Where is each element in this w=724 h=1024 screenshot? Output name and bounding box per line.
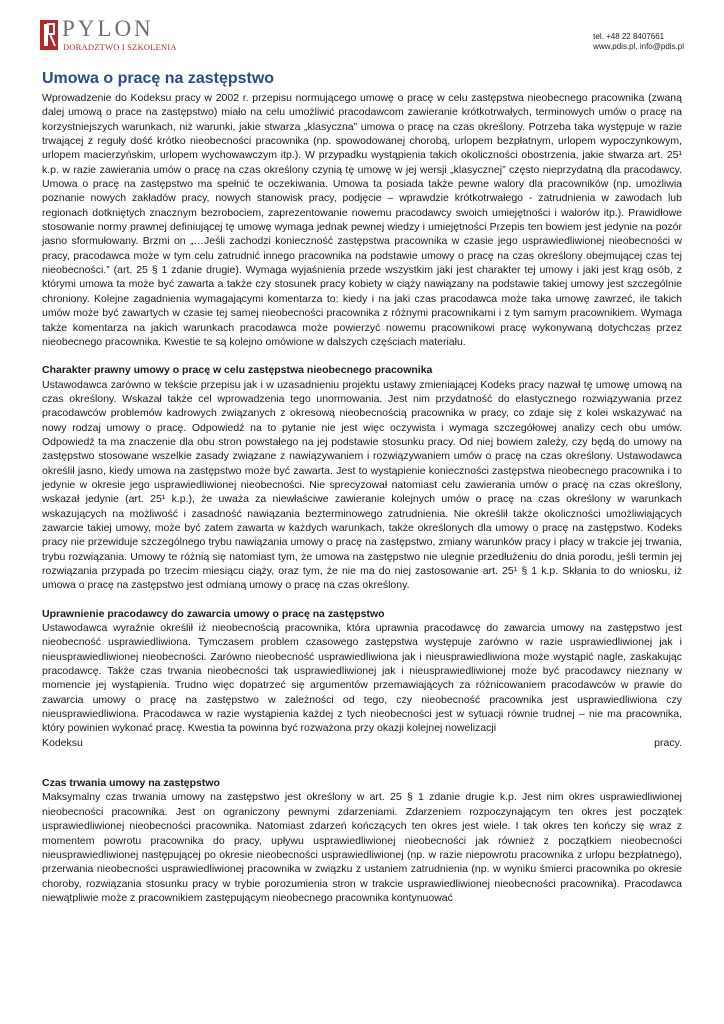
section-body-legal-nature: Ustawodawca zarówno w tekście przepisu jak i w uzasadnieniu projektu ustawy zmieniającej Kodeks pracy nazwał tę umowę umową na czas określony. Wskazał także cel wprowadzenia tego unormowania. Jest nim przydatność do elastycznego rozwiązywania przez pracodawców problemów kadrowych związanych z okresową nieobecnością pracownika w pracy, co zdaje się z kolei wskazywać na nowy rodzaj umowy o pracę. Odpowiedź na to pytanie nie jest więc oczywista i wymaga szczegółowej analizy cech obu umów. Odpowiedź ta ma znaczenie dla obu stron powstałego na jej podstawie stosunku pracy. Od niej bowiem zależy, czy będą do umowy na zastępstwo stosowane wszelkie zasady związane z nawiązywaniem i rozwiązywaniem umów o pracę na czas określony. Ustawodawca określił jasno, kiedy umowa na zastępstwo może być zawarta. Jest to wystąpienie konieczności zastępstwa nieobecnego pracownika i to jedynie w okresie jego usprawiedliwionej nieobecności. Nie sprecyzował natomiast celu zawierania umów o pracę na czas określony, wskazał jedynie (art. 25¹ k.p.), że uważa za niewłaściwe zawieranie kolejnych umów o pracę na czas określony w warunkach wskazujących na możliwość i zasadność nawiązania bezterminowego zatrudnienia. Nie określił także okoliczności umożliwiających zawarcie takiej umowy, może być zatem zawarta w każdych warunkach, także określonych dla umowy o pracę na zastępstwo. Kodeks pracy nie przewiduje szczególnego trybu nawiązania umowy o pracę na zastępstwo, zmiany warunków pracy i płacy w trakcie jej trwania, trybu rozwiązania. Umowy te różnią się natomiast tym, że umowa na zastępstwo nie ulegnie przedłużeniu do dnia porodu, jeśli termin jej rozwiązania przypada po trzecim miesiącu ciąży, oraz tym, że nie ma do niej zastosowanie art. 25¹ § 1 k.p. Skłania to do wniosku, iż umowa o pracę na zastępstwo jest odmianą umowy o pracę na czas określony. [42,378,682,592]
pylon-logo-icon [40,20,58,50]
article-title: Umowa o pracę na zastępstwo [42,70,275,87]
phone-number: tel. +48 22 8407661 [593,32,665,41]
section-body-employer-right: Ustawodawca wyraźnie określił iż nieobecnością pracownika, która uprawnia pracodawcę do zawarcia umowy na zastępstwo jest nieobecność usprawiedliwiona. Tymczasem problem czasowego zastępstwa występuje zarówno w razie usprawiedliwionej jak i nieusprawiedliwionej nieobecności. Zarówno nieobecność usprawiedliwiona jak i nieusprawiedliwiona może wystąpić nagle, zaskakując pracodawcę. Także czas trwania nieobecności tak usprawiedliwionej jak i nieusprawiedliwionej może być pracodawcy nieznany w momencie jej wystąpienia. Trudno więc dopatrzeć się argumentów przemawiających za różnicowaniem pracodawców w prawie do zawarcia umowy o pracę na zastępstwo w zależności od tego, czy nieobecność pracownika jest usprawiedliwiona czy nieusprawiedliwiona. Pracodawca w razie wystąpienia każdej z tych nieobecności jest w sytuacji równie trudnej – nie ma pracownika, który powinien wykonać pracę. Kwestia ta powinna być rozważona przy okazji kolejnej nowelizacji [42,622,682,735]
section-heading-employer-right: Uprawnienie pracodawcy do zawarcia umowy o pracę na zastępstwo [42,607,385,620]
section-last-line [42,736,682,750]
last-line-left: Kodeksu [42,736,83,749]
website-email: www.pdis.pl, info@pdis.pl [593,42,684,51]
logo-name: PYLON [62,16,154,41]
last-line-right: pracy. [654,736,682,749]
logo-subtitle: DORADZTWO I SZKOLENIA [63,42,177,52]
section-body-duration: Maksymalny czas trwania umowy na zastępstwo jest określony w art. 25 § 1 zdanie drugie k.p. Jest nim okres usprawiedliwionej nieobecności pracownika. Jest on ograniczony pewnymi zdarzeniami. Zdarzeniem rozpoczynającym ten okres jest początek usprawiedliwionej nieobecności pracownika. Natomiast zdarzeń kończących ten okres jest wiele. I tak okres ten kończy się wraz z momentem powrotu pracownika do pracy, upływu usprawiedliwionej nieobecności jak również z początkiem nieobecności nieusprawiedliwionej następującej po okresie nieobecności usprawiedliwionej (np. w razie niepowrotu pracownika z urlopu bezpłatnego), przerwania nieobecności usprawiedliwionej pracownika w związku z ustaniem zatrudnienia (np. w wyniku śmierci pracownika po okresie choroby, rozwiązania stosunku pracy w trybie porozumienia stron w trakcie usprawiedliwionej nieobecności pracownika). Pracodawca niewątpliwie może z pracownikiem zastępującym nieobecnego pracownika kontynuować [42,791,682,904]
contact-info [593,32,684,52]
section-heading-duration: Czas trwania umowy na zastępstwo [42,777,220,790]
intro-paragraph: Wprowadzenie do Kodeksu pracy w 2002 r. przepisu normującego umowę o pracę w celu zastępstwa nieobecnego pracownika (zwaną dalej umową o prace na zastępstwo) miało na celu umożliwić pracodawcom zawieranie krótkotrwałych, terminowych umów o pracę na korzystniejszych warunkach, niż warunki, jakie stwarza „klasyczna” umowa o pracę na czas określony. Potrzeba taka występuje w razie trwającej z reguły dość krótko nieobecności pracownika (np. spowodowanej chorobą, urlopem bezpłatnym, urlopem wypoczynkowym, urlopem macierzyńskim, urlopem wychowawczym itp.). W przypadku wystąpienia takich okoliczności obostrzenia, jakie stwarza art. 25¹ k.p. w razie zawierania umów o pracę na czas określony czynią tę umowę w jej wersji „klasycznej” często nieprzydatną dla pracodawcy. Umowa o pracę na zastępstwo ma spełnić te oczekiwania. Umowa ta posiada także pewne walory dla pracowników (np. umożliwia poznanie nowych zakładów pracy, nowych stanowisk pracy, podjęcie – wprawdzie krótkotrwałego - zatrudnienia w zawodach lub regionach dotkniętych znacznym bezrobociem, zaprezentowanie nowemu pracodawcy swoich umiejętności i walorów itp.). Prawidłowe stosowanie normy prawnej definiującej tę umowę wymaga jednak pewnej wiedzy i umiejętności Przepis ten bowiem jest jedynie na pozór jasno sformułowany. Brzmi on „…Jeśli zachodzi konieczność zastępstwa pracownika w czasie jego usprawiedliwionej nieobecności w pracy, pracodawca może w tym celu zatrudnić innego pracownika na podstawie umowy o pracę na czas określony obejmującej czas tej nieobecności.” (art. 25 § 1 zdanie drugie). Wymaga wyjaśnienia przede wszystkim jaki jest charakter tej umowy i jaki jest krąg osób, z którymi umowa ta może być zawarta a także czy stosunek pracy kobiety w ciąży nawiązany na podstawie takiej umowy jest szczególnie chroniony. Kolejne zagadnienia wymagającymi komentarza to: kiedy i na jaki czas pracodawca może taka umowę zawrzeć, ile takich umów może być zawartych w czasie tej samej nieobecności pracownika z różnymi pracownikami i z tym samym pracownikiem. Wymaga także komentarza na jakich warunkach pracodawca może powierzyć nowemu pracownikowi pracę wykonywaną dotychczas przez nieobecnego pracownika. Kwestie te są kolejno omówione w dalszych częściach materiału. [42,92,682,348]
page-header [40,18,684,58]
section-heading-legal-nature: Charakter prawny umowy o pracę w celu zastępstwa nieobecnego pracownika [42,364,433,377]
article [42,70,682,905]
